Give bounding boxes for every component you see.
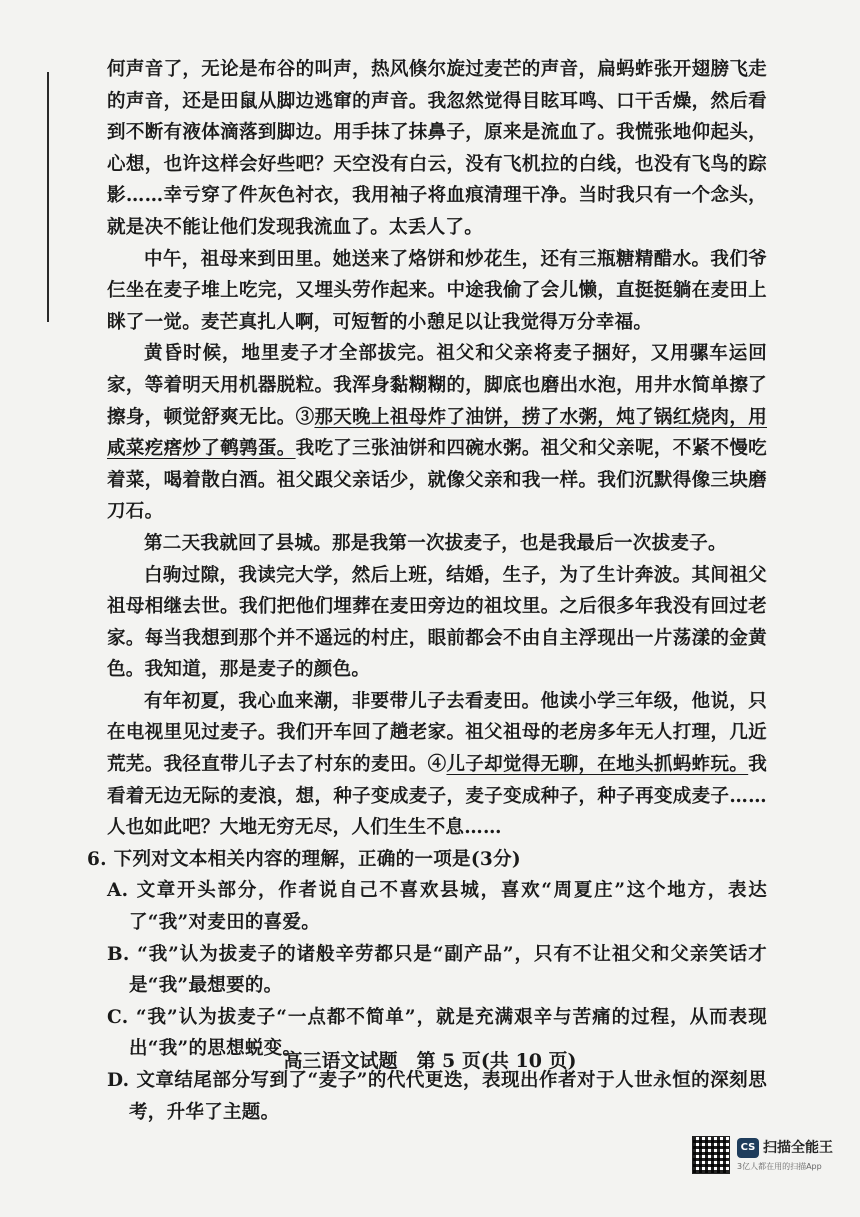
passage-paragraph: 何声音了，无论是布谷的叫声，热风倏尔旋过麦芒的声音，扁蚂蚱张开翅膀飞走的声音，还是田鼠从脚边逃窜的声音。我忽然觉得目眩耳鸣、口干舌燥，然后看到不断有液体滴落到脚边。用手抹了抹鼻子，原来是流血了。我慌张地仰起头，心想，也许这样会好些吧？天空没有白云，没有飞机拉的白线，也没有飞鸟的踪影……幸亏穿了件灰色衬衣，我用袖子将血痕清理干净。当时我只有一个念头，就是决不能让他们发现我流血了。太丢人了。 bbox=[107, 59, 767, 238]
paragraph-text: 我看着无边无际的麦浪，想，种子变成麦子，麦子变成种子，种子再变成麦子……人也如此吧？大地无穷无尽，人们生生不息…… bbox=[107, 754, 767, 839]
question-option-a: A. 文章开头部分，作者说自己不喜欢县城，喜欢“周夏庄”这个地方，表达了“我”对麦田的喜爱。 bbox=[107, 880, 767, 934]
passage-paragraph bbox=[107, 686, 767, 844]
question-option-c: C. “我”认为拔麦子“一点都不简单”，就是充满艰辛与苦痛的过程，从而表现出“我”的思想蜕变。 bbox=[107, 1006, 767, 1060]
scanner-watermark bbox=[692, 1136, 842, 1186]
cs-logo-icon: CS bbox=[737, 1138, 759, 1158]
passage-paragraph: 中午，祖母来到田里。她送来了烙饼和炒花生，还有三瓶糖精醋水。我们爷仨坐在麦子堆上吃完，又埋头劳作起来。中途我偷了会儿懒，直挺挺躺在麦田上眯了一觉。麦芒真扎人啊，可短暂的小憩足以让我觉得万分幸福。 bbox=[107, 248, 767, 333]
passage-text bbox=[87, 54, 767, 1128]
question-option-d: D. 文章结尾部分写到了“麦子”的代代更迭，表现出作者对于人世永恒的深刻思考，升华了主题。 bbox=[107, 1070, 767, 1123]
paragraph-text: 我吃了三张油饼和四碗水粥。祖父和父亲呢，不紧不慢吃着菜，喝着散白酒。祖父跟父亲话少，就像父亲和我一样。我们沉默得像三块磨刀石。 bbox=[107, 438, 767, 523]
underlined-sentence-3: 那天晚上祖母炸了油饼，捞了水粥，炖了锅红烧肉，用咸菜疙瘩炒了鹌鹑蛋。 bbox=[107, 406, 767, 460]
underlined-sentence-4: 儿子却觉得无聊，在地头抓蚂蚱玩。 bbox=[446, 754, 749, 776]
question-stem: 6. 下列对文本相关内容的理解，正确的一项是(3分) bbox=[87, 848, 521, 870]
passage-paragraph: 第二天我就回了县城。那是我第一次拔麦子，也是我最后一次拔麦子。 bbox=[144, 532, 727, 554]
paragraph-text: 有年初夏，我心血来潮，非要带儿子去看麦田。他读小学三年级，他说，只在电视里见过麦子。我们开车回了趟老家。祖父祖母的老房多年无人打理，几近荒芜。我径直带儿子去了村东的麦田。④ bbox=[107, 690, 767, 776]
watermark-brand-name: 扫描全能王 bbox=[763, 1140, 833, 1156]
binding-margin-line bbox=[47, 72, 49, 322]
passage-paragraph bbox=[107, 338, 767, 528]
question-option-b: B. “我”认为拔麦子的诸般辛劳都只是“副产品”，只有不让祖父和父亲笑话才是“我”最想要的。 bbox=[107, 943, 767, 997]
qr-code-icon bbox=[692, 1136, 730, 1174]
page-footer: 高三语文试题 第 5 页(共 10 页) bbox=[283, 1050, 577, 1072]
watermark-tagline: 3亿人都在用的扫描App bbox=[737, 1162, 822, 1171]
paragraph-text: 黄昏时候，地里麦子才全部拔完。祖父和父亲将麦子捆好，又用骡车运回家，等着明天用机器脱粒。我浑身黏糊糊的，脚底也磨出水泡，用井水简单擦了擦身，顿觉舒爽无比。③ bbox=[107, 343, 767, 428]
passage-paragraph: 白驹过隙，我读完大学，然后上班，结婚，生子，为了生计奔波。其间祖父祖母相继去世。我们把他们埋葬在麦田旁边的祖坟里。之后很多年我没有回过老家。每当我想到那个并不遥远的村庄，眼前都会不由自主浮现出一片荡漾的金黄色。我知道，那是麦子的颜色。 bbox=[107, 564, 767, 681]
